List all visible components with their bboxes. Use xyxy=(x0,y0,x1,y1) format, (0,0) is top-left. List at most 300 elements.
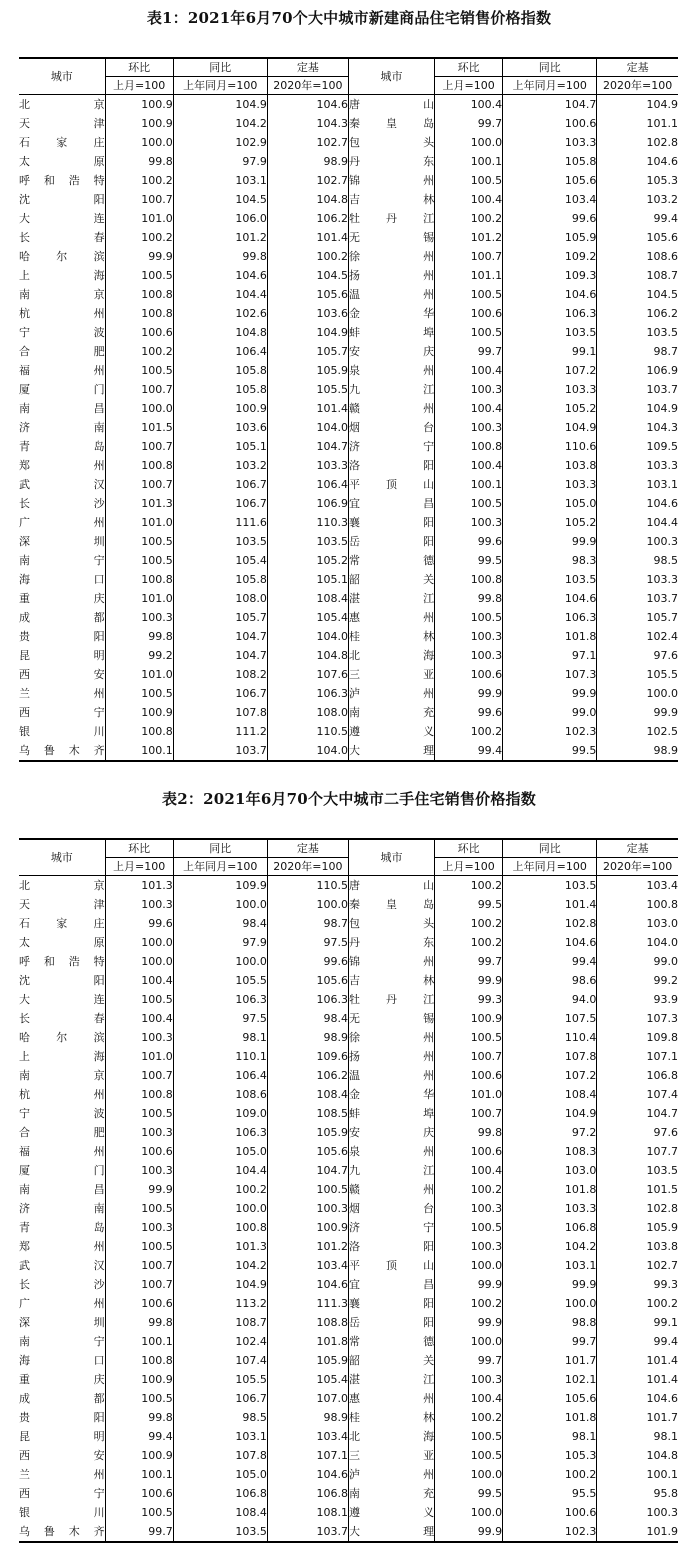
cell-mom-right: 100.2 xyxy=(435,1294,503,1313)
table-row xyxy=(19,1218,678,1237)
table-row xyxy=(19,1522,678,1542)
cell-mom-left: 101.5 xyxy=(105,418,173,437)
cell-yoy-right: 104.2 xyxy=(503,1237,597,1256)
cell-mom-left: 101.0 xyxy=(105,589,173,608)
header-yoy: 同比 xyxy=(173,839,267,858)
cell-mom-left: 100.0 xyxy=(105,399,173,418)
cell-city-right: 金 华 xyxy=(348,304,434,323)
table-row xyxy=(19,551,678,570)
cell-mom-left: 100.3 xyxy=(105,1123,173,1142)
cell-mom-right: 100.6 xyxy=(435,1142,503,1161)
cell-city-right: 唐 山 xyxy=(348,876,434,896)
cell-city-right: 北 海 xyxy=(348,646,434,665)
cell-base-left: 104.0 xyxy=(267,627,348,646)
cell-base-left: 103.4 xyxy=(267,1427,348,1446)
cell-base-right: 103.5 xyxy=(597,323,678,342)
cell-mom-left: 100.5 xyxy=(105,684,173,703)
cell-mom-right: 99.9 xyxy=(435,1275,503,1294)
cell-base-left: 105.9 xyxy=(267,1123,348,1142)
cell-base-left: 102.7 xyxy=(267,133,348,152)
table2-title: 表2：2021年6月70个大中城市二手住宅销售价格指数 xyxy=(162,790,536,808)
cell-mom-right: 100.6 xyxy=(435,665,503,684)
cell-mom-left: 100.5 xyxy=(105,532,173,551)
cell-city-left: 大 连 xyxy=(19,212,105,225)
cell-yoy-left: 107.8 xyxy=(173,703,267,722)
header-yoy: 同比 xyxy=(503,839,597,858)
cell-yoy-right: 103.5 xyxy=(503,323,597,342)
cell-yoy-right: 104.7 xyxy=(503,95,597,115)
cell-city-right: 温 州 xyxy=(348,285,434,304)
cell-city-left: 昆 明 xyxy=(19,1430,105,1443)
cell-city-left: 上 海 xyxy=(19,1050,105,1063)
cell-city-left: 厦 门 xyxy=(19,1164,105,1177)
cell-yoy-right: 95.5 xyxy=(503,1484,597,1503)
table-row xyxy=(19,1332,678,1351)
cell-city-right: 无 锡 xyxy=(348,1009,434,1028)
cell-mom-left: 100.3 xyxy=(105,608,173,627)
cell-city-right: 赣 州 xyxy=(348,1180,434,1199)
cell-yoy-right: 110.6 xyxy=(503,437,597,456)
cell-yoy-left: 106.4 xyxy=(173,1066,267,1085)
cell-city-left: 贵 阳 xyxy=(19,1411,105,1424)
cell-base-left: 104.6 xyxy=(267,1465,348,1484)
cell-base-right: 105.3 xyxy=(597,171,678,190)
cell-city-left: 福 州 xyxy=(19,1145,105,1158)
cell-yoy-left: 104.4 xyxy=(173,285,267,304)
cell-base-left: 101.2 xyxy=(267,1237,348,1256)
cell-mom-left: 101.0 xyxy=(105,665,173,684)
cell-yoy-left: 104.9 xyxy=(173,95,267,115)
cell-city-right: 扬 州 xyxy=(348,1047,434,1066)
cell-city-left: 广 州 xyxy=(19,1297,105,1310)
cell-yoy-left: 111.2 xyxy=(173,722,267,741)
cell-mom-left: 99.8 xyxy=(105,152,173,171)
header-base: 定基 xyxy=(267,58,348,77)
cell-mom-right: 99.7 xyxy=(435,1351,503,1370)
cell-yoy-right: 104.6 xyxy=(503,589,597,608)
cell-mom-right: 100.5 xyxy=(435,285,503,304)
cell-city-right: 大 理 xyxy=(348,1522,434,1542)
cell-yoy-left: 109.9 xyxy=(173,876,267,896)
cell-base-right: 106.2 xyxy=(597,304,678,323)
cell-mom-left: 99.7 xyxy=(105,1522,173,1542)
cell-city-left: 乌鲁木齐 xyxy=(19,1525,105,1538)
cell-yoy-right: 100.2 xyxy=(503,1465,597,1484)
header-yoy-sub: 上年同月=100 xyxy=(503,858,597,876)
cell-base-left: 106.9 xyxy=(267,494,348,513)
cell-city-right: 泸 州 xyxy=(348,1465,434,1484)
cell-yoy-right: 106.3 xyxy=(503,608,597,627)
cell-mom-left: 100.5 xyxy=(105,361,173,380)
cell-base-right: 103.3 xyxy=(597,570,678,589)
table-row xyxy=(19,361,678,380)
table-row xyxy=(19,1427,678,1446)
cell-mom-right: 100.5 xyxy=(435,1028,503,1047)
header-yoy-sub: 上年同月=100 xyxy=(503,77,597,95)
cell-yoy-right: 98.8 xyxy=(503,1313,597,1332)
cell-yoy-right: 101.4 xyxy=(503,895,597,914)
table-row xyxy=(19,741,678,761)
cell-yoy-right: 109.3 xyxy=(503,266,597,285)
cell-mom-left: 100.5 xyxy=(105,1503,173,1522)
cell-base-right: 99.4 xyxy=(597,1332,678,1351)
cell-city-right: 烟 台 xyxy=(348,1199,434,1218)
cell-yoy-left: 106.8 xyxy=(173,1484,267,1503)
cell-city-left: 郑 州 xyxy=(19,459,105,472)
cell-yoy-left: 105.0 xyxy=(173,1465,267,1484)
cell-mom-right: 100.6 xyxy=(435,1066,503,1085)
cell-city-left: 西 安 xyxy=(19,668,105,681)
cell-city-right: 烟 台 xyxy=(348,418,434,437)
cell-yoy-left: 101.3 xyxy=(173,1237,267,1256)
cell-yoy-left: 100.8 xyxy=(173,1218,267,1237)
cell-base-right: 104.8 xyxy=(597,1446,678,1465)
cell-mom-right: 100.3 xyxy=(435,1370,503,1389)
cell-base-right: 104.7 xyxy=(597,1104,678,1123)
cell-base-left: 106.8 xyxy=(267,1484,348,1503)
cell-city-left: 深 圳 xyxy=(19,1316,105,1329)
cell-yoy-right: 107.5 xyxy=(503,1009,597,1028)
cell-base-left: 106.2 xyxy=(267,209,348,228)
header-mom: 环比 xyxy=(435,58,503,77)
header-base: 定基 xyxy=(267,839,348,858)
table1-body xyxy=(19,95,678,762)
cell-mom-right: 99.9 xyxy=(435,1522,503,1542)
cell-yoy-left: 103.5 xyxy=(173,1522,267,1542)
cell-city-left: 太 原 xyxy=(19,936,105,949)
cell-base-right: 98.9 xyxy=(597,741,678,761)
cell-yoy-right: 103.3 xyxy=(503,1199,597,1218)
cell-mom-right: 100.3 xyxy=(435,627,503,646)
cell-city-left: 济 南 xyxy=(19,1202,105,1215)
table-row xyxy=(19,608,678,627)
table-row xyxy=(19,1199,678,1218)
cell-city-right: 宜 昌 xyxy=(348,494,434,513)
cell-mom-left: 100.7 xyxy=(105,380,173,399)
table-row xyxy=(19,1313,678,1332)
cell-base-right: 100.0 xyxy=(597,684,678,703)
table-row xyxy=(19,342,678,361)
cell-mom-left: 101.0 xyxy=(105,513,173,532)
cell-mom-right: 100.2 xyxy=(435,1408,503,1427)
cell-yoy-left: 108.2 xyxy=(173,665,267,684)
header-base-sub: 2020年=100 xyxy=(267,77,348,95)
cell-yoy-left: 105.8 xyxy=(173,380,267,399)
cell-city-right: 秦皇岛 xyxy=(348,895,434,914)
cell-city-right: 襄 阳 xyxy=(348,1294,434,1313)
cell-city-left: 南 京 xyxy=(19,288,105,301)
cell-base-right: 104.5 xyxy=(597,285,678,304)
cell-base-right: 102.5 xyxy=(597,722,678,741)
cell-yoy-left: 98.4 xyxy=(173,914,267,933)
cell-yoy-left: 105.0 xyxy=(173,1142,267,1161)
cell-mom-right: 100.5 xyxy=(435,1446,503,1465)
cell-yoy-left: 106.7 xyxy=(173,475,267,494)
cell-yoy-left: 104.2 xyxy=(173,114,267,133)
cell-mom-left: 100.3 xyxy=(105,1218,173,1237)
cell-base-right: 101.4 xyxy=(597,1351,678,1370)
cell-mom-left: 100.6 xyxy=(105,1142,173,1161)
cell-yoy-right: 94.0 xyxy=(503,990,597,1009)
cell-base-left: 107.0 xyxy=(267,1389,348,1408)
cell-base-left: 104.0 xyxy=(267,741,348,761)
cell-base-left: 98.9 xyxy=(267,1408,348,1427)
cell-mom-right: 100.0 xyxy=(435,1503,503,1522)
cell-yoy-right: 105.8 xyxy=(503,152,597,171)
cell-city-right: 牡丹江 xyxy=(348,990,434,1009)
cell-mom-right: 100.5 xyxy=(435,494,503,513)
cell-city-left: 济 南 xyxy=(19,421,105,434)
cell-mom-left: 100.1 xyxy=(105,1332,173,1351)
cell-base-right: 102.8 xyxy=(597,133,678,152)
cell-mom-left: 100.8 xyxy=(105,1351,173,1370)
cell-yoy-right: 102.8 xyxy=(503,914,597,933)
cell-mom-right: 100.2 xyxy=(435,914,503,933)
header-mom-sub: 上月=100 xyxy=(435,77,503,95)
cell-mom-left: 100.7 xyxy=(105,1066,173,1085)
cell-base-right: 101.4 xyxy=(597,1370,678,1389)
cell-mom-right: 100.2 xyxy=(435,209,503,228)
cell-city-right: 扬 州 xyxy=(348,266,434,285)
table-row xyxy=(19,323,678,342)
cell-base-left: 105.2 xyxy=(267,551,348,570)
cell-city-right: 泉 州 xyxy=(348,1142,434,1161)
cell-yoy-right: 99.4 xyxy=(503,952,597,971)
cell-city-right: 桂 林 xyxy=(348,627,434,646)
cell-base-left: 104.3 xyxy=(267,114,348,133)
cell-base-right: 103.5 xyxy=(597,1161,678,1180)
cell-mom-left: 100.9 xyxy=(105,114,173,133)
cell-base-right: 105.9 xyxy=(597,1218,678,1237)
cell-city-left: 重 庆 xyxy=(19,592,105,605)
table-row xyxy=(19,437,678,456)
cell-city-left: 昆 明 xyxy=(19,649,105,662)
cell-yoy-left: 102.9 xyxy=(173,133,267,152)
cell-city-left: 成 都 xyxy=(19,611,105,624)
table-row xyxy=(19,285,678,304)
cell-base-left: 106.2 xyxy=(267,1066,348,1085)
cell-base-left: 103.6 xyxy=(267,304,348,323)
cell-city-right: 丹 东 xyxy=(348,933,434,952)
cell-city-left: 合 肥 xyxy=(19,1126,105,1139)
cell-mom-left: 101.3 xyxy=(105,876,173,896)
cell-mom-left: 100.8 xyxy=(105,722,173,741)
cell-city-left: 杭 州 xyxy=(19,1088,105,1101)
cell-yoy-left: 104.8 xyxy=(173,323,267,342)
cell-base-right: 104.9 xyxy=(597,399,678,418)
cell-city-right: 泉 州 xyxy=(348,361,434,380)
cell-mom-right: 99.9 xyxy=(435,1313,503,1332)
cell-mom-left: 100.9 xyxy=(105,1370,173,1389)
table-row xyxy=(19,190,678,209)
cell-mom-right: 100.7 xyxy=(435,1047,503,1066)
table-row xyxy=(19,1028,678,1047)
table-row xyxy=(19,152,678,171)
cell-mom-left: 100.2 xyxy=(105,342,173,361)
cell-base-left: 104.5 xyxy=(267,266,348,285)
cell-mom-left: 100.2 xyxy=(105,171,173,190)
cell-city-left: 银 川 xyxy=(19,1506,105,1519)
cell-base-left: 100.2 xyxy=(267,247,348,266)
cell-yoy-left: 98.1 xyxy=(173,1028,267,1047)
cell-mom-left: 100.8 xyxy=(105,285,173,304)
cell-yoy-left: 103.7 xyxy=(173,741,267,761)
cell-mom-left: 100.9 xyxy=(105,95,173,115)
cell-city-left: 厦 门 xyxy=(19,383,105,396)
cell-mom-right: 99.8 xyxy=(435,589,503,608)
cell-mom-left: 100.9 xyxy=(105,703,173,722)
header-mom: 环比 xyxy=(105,58,173,77)
cell-base-left: 106.3 xyxy=(267,684,348,703)
cell-city-right: 牡丹江 xyxy=(348,209,434,228)
cell-base-right: 103.1 xyxy=(597,475,678,494)
cell-city-left: 合 肥 xyxy=(19,345,105,358)
cell-mom-left: 100.7 xyxy=(105,1275,173,1294)
cell-city-right: 九 江 xyxy=(348,1161,434,1180)
cell-mom-left: 100.7 xyxy=(105,437,173,456)
cell-yoy-left: 106.7 xyxy=(173,494,267,513)
cell-mom-right: 100.4 xyxy=(435,1389,503,1408)
cell-yoy-left: 108.7 xyxy=(173,1313,267,1332)
table-row xyxy=(19,589,678,608)
cell-city-right: 洛 阳 xyxy=(348,1237,434,1256)
cell-yoy-right: 101.8 xyxy=(503,1408,597,1427)
cell-base-right: 100.8 xyxy=(597,895,678,914)
cell-base-left: 104.0 xyxy=(267,418,348,437)
cell-yoy-right: 110.4 xyxy=(503,1028,597,1047)
cell-city-right: 济 宁 xyxy=(348,437,434,456)
cell-base-left: 99.6 xyxy=(267,952,348,971)
cell-yoy-left: 106.3 xyxy=(173,1123,267,1142)
cell-city-right: 秦皇岛 xyxy=(348,114,434,133)
cell-mom-left: 100.8 xyxy=(105,304,173,323)
table-row xyxy=(19,418,678,437)
cell-city-left: 北 京 xyxy=(19,98,105,111)
cell-city-left: 兰 州 xyxy=(19,1468,105,1481)
cell-base-right: 100.3 xyxy=(597,532,678,551)
cell-mom-left: 99.2 xyxy=(105,646,173,665)
cell-city-right: 包 头 xyxy=(348,133,434,152)
cell-base-right: 99.4 xyxy=(597,209,678,228)
table-row xyxy=(19,1085,678,1104)
cell-base-left: 100.5 xyxy=(267,1180,348,1199)
cell-yoy-right: 105.2 xyxy=(503,513,597,532)
cell-city-right: 平顶山 xyxy=(348,1256,434,1275)
header-city: 城市 xyxy=(19,839,105,876)
cell-base-right: 103.2 xyxy=(597,190,678,209)
cell-city-left: 兰 州 xyxy=(19,687,105,700)
cell-base-right: 104.0 xyxy=(597,933,678,952)
cell-mom-left: 99.9 xyxy=(105,1180,173,1199)
cell-yoy-right: 103.1 xyxy=(503,1256,597,1275)
cell-city-left: 郑 州 xyxy=(19,1240,105,1253)
cell-city-right: 遵 义 xyxy=(348,1503,434,1522)
cell-base-right: 105.5 xyxy=(597,665,678,684)
cell-city-right: 韶 关 xyxy=(348,570,434,589)
cell-mom-right: 100.3 xyxy=(435,380,503,399)
cell-mom-right: 101.1 xyxy=(435,266,503,285)
cell-mom-right: 100.1 xyxy=(435,152,503,171)
cell-yoy-left: 107.4 xyxy=(173,1351,267,1370)
cell-base-left: 105.7 xyxy=(267,342,348,361)
cell-base-left: 103.4 xyxy=(267,1256,348,1275)
cell-mom-right: 100.3 xyxy=(435,418,503,437)
header-yoy-sub: 上年同月=100 xyxy=(173,77,267,95)
cell-yoy-left: 100.9 xyxy=(173,399,267,418)
cell-city-left: 南 昌 xyxy=(19,402,105,415)
cell-mom-left: 100.7 xyxy=(105,1256,173,1275)
cell-yoy-right: 103.3 xyxy=(503,133,597,152)
table-row xyxy=(19,703,678,722)
cell-mom-right: 100.3 xyxy=(435,513,503,532)
cell-mom-right: 100.5 xyxy=(435,171,503,190)
cell-mom-right: 100.1 xyxy=(435,475,503,494)
cell-yoy-right: 97.1 xyxy=(503,646,597,665)
cell-yoy-right: 98.1 xyxy=(503,1427,597,1446)
cell-city-left: 大 连 xyxy=(19,993,105,1006)
cell-city-right: 遵 义 xyxy=(348,722,434,741)
cell-mom-left: 100.5 xyxy=(105,1199,173,1218)
cell-mom-right: 100.0 xyxy=(435,1332,503,1351)
cell-city-right: 蚌 埠 xyxy=(348,1104,434,1123)
cell-base-left: 104.8 xyxy=(267,646,348,665)
cell-mom-left: 100.0 xyxy=(105,952,173,971)
cell-yoy-left: 109.0 xyxy=(173,1104,267,1123)
cell-base-left: 103.5 xyxy=(267,532,348,551)
cell-city-right: 无 锡 xyxy=(348,228,434,247)
table-row xyxy=(19,209,678,228)
table-row xyxy=(19,722,678,741)
cell-mom-right: 99.5 xyxy=(435,895,503,914)
cell-mom-left: 100.3 xyxy=(105,1028,173,1047)
cell-city-left: 长 沙 xyxy=(19,497,105,510)
cell-yoy-right: 97.2 xyxy=(503,1123,597,1142)
cell-city-left: 哈尔滨 xyxy=(19,1031,105,1044)
cell-base-right: 105.7 xyxy=(597,608,678,627)
cell-yoy-right: 104.9 xyxy=(503,1104,597,1123)
cell-mom-right: 99.7 xyxy=(435,114,503,133)
cell-city-right: 北 海 xyxy=(348,1427,434,1446)
cell-base-left: 108.4 xyxy=(267,589,348,608)
cell-mom-left: 100.0 xyxy=(105,933,173,952)
cell-yoy-right: 100.6 xyxy=(503,114,597,133)
cell-base-left: 104.7 xyxy=(267,1161,348,1180)
cell-yoy-left: 106.7 xyxy=(173,1389,267,1408)
cell-city-left: 海 口 xyxy=(19,1354,105,1367)
table-row xyxy=(19,1503,678,1522)
table-row xyxy=(19,513,678,532)
cell-base-left: 100.0 xyxy=(267,895,348,914)
cell-mom-right: 99.4 xyxy=(435,741,503,761)
header-city: 城市 xyxy=(348,58,434,95)
cell-city-left: 上 海 xyxy=(19,269,105,282)
cell-mom-left: 100.6 xyxy=(105,1484,173,1503)
cell-base-right: 104.6 xyxy=(597,152,678,171)
cell-base-left: 107.1 xyxy=(267,1446,348,1465)
cell-mom-right: 100.8 xyxy=(435,570,503,589)
cell-base-right: 105.6 xyxy=(597,228,678,247)
cell-mom-right: 100.2 xyxy=(435,1180,503,1199)
cell-base-left: 101.8 xyxy=(267,1332,348,1351)
table-row xyxy=(19,646,678,665)
cell-city-left: 长 沙 xyxy=(19,1278,105,1291)
cell-city-right: 三 亚 xyxy=(348,1446,434,1465)
cell-mom-right: 100.4 xyxy=(435,361,503,380)
cell-mom-left: 99.4 xyxy=(105,1427,173,1446)
cell-yoy-right: 99.5 xyxy=(503,741,597,761)
cell-city-left: 太 原 xyxy=(19,155,105,168)
cell-city-right: 济 宁 xyxy=(348,1218,434,1237)
